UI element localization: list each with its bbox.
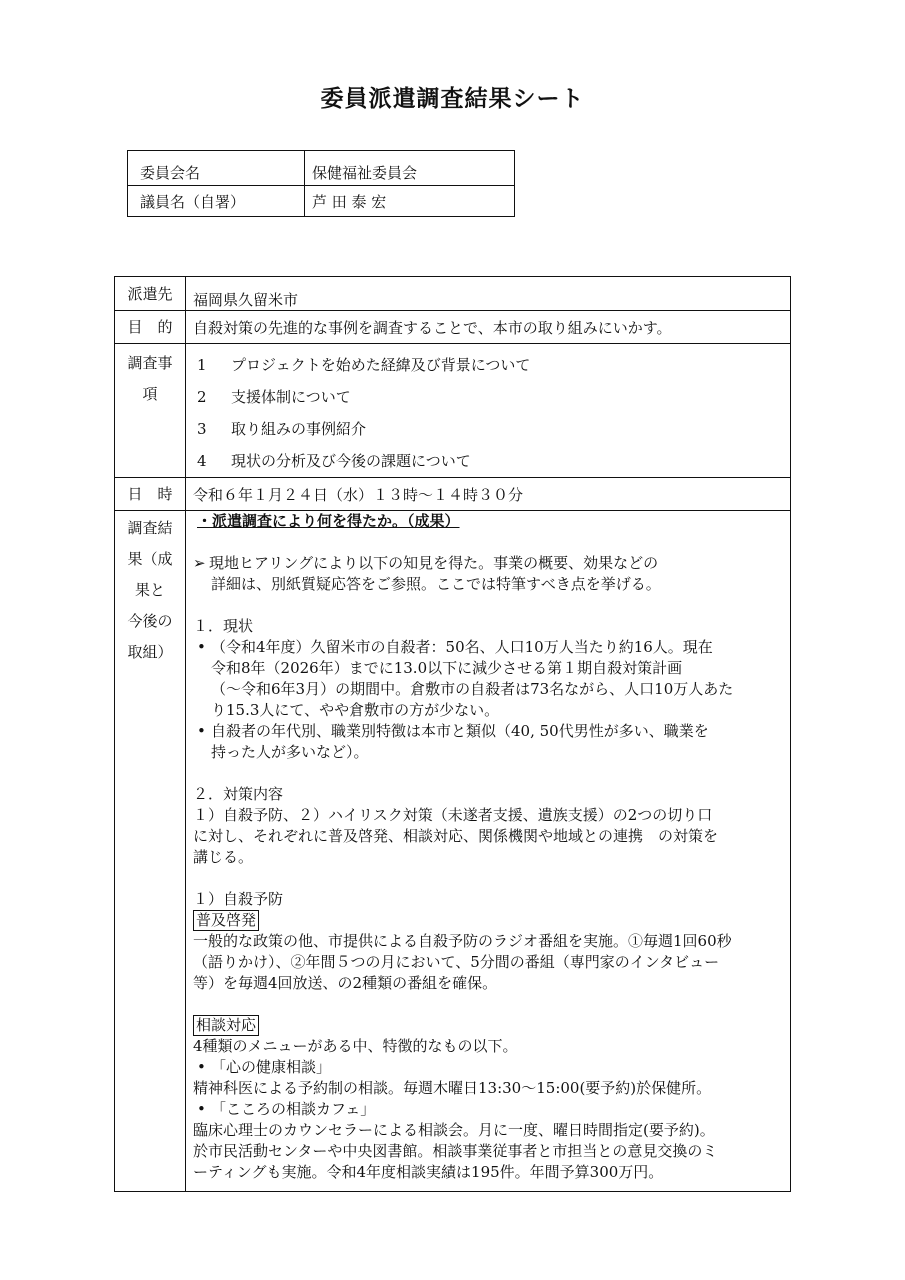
result-row — [115, 511, 791, 1192]
survey-item-text: 支援体制について — [231, 388, 351, 406]
member-value: 芦 田 泰 宏 — [305, 186, 515, 217]
survey-items-list — [186, 344, 791, 478]
result-heading: ・派遣調査により何を得たか。（成果） — [197, 512, 460, 530]
survey-item-number: 4 — [197, 452, 207, 470]
member-info-table — [127, 150, 515, 217]
purpose-value: 自殺対策の先進的な事例を調査することで、本市の取り組みにいかす。 — [186, 311, 791, 344]
result-content — [186, 511, 791, 1192]
destination-label: 派遣先 — [115, 277, 186, 311]
member-row — [128, 186, 515, 217]
paragraph-line: 於市民活動センターや中央図書館。相談事業従事者と市担当との意見交換のミ — [193, 1142, 718, 1160]
paragraph-line: （語りかけ）、②年間５つの月において、5分間の番組（専門家のインタビュー — [193, 953, 720, 971]
bullet-text: （令和4年度）久留米市の自殺者：50名、人口10万人当たり約16人。現在 — [211, 638, 713, 656]
survey-item-number: 1 — [197, 356, 207, 374]
survey-items-row — [115, 344, 791, 478]
committee-label: 委員会名 — [128, 151, 305, 186]
bullet-item — [193, 721, 782, 742]
bullet-continuation: り15.3人にて、やや倉敷市の方が少ない。 — [211, 701, 500, 719]
section-2-title: ２．対策内容 — [193, 785, 284, 803]
result-label-line: 取組） — [127, 643, 173, 661]
bullet-continuation: 令和8年（2026年）までに13.0以下に減少させる第１期自殺対策計画 — [211, 659, 683, 677]
committee-value: 保健福祉委員会 — [305, 151, 515, 186]
result-label-line: 調査結 — [127, 519, 173, 537]
bullet-item — [193, 1057, 782, 1078]
paragraph-line: 一般的な政策の他、市提供による自殺予防のラジオ番組を実施。①毎週1回60秒 — [193, 932, 732, 950]
boxed-heading-awareness: 普及啓発 — [193, 910, 259, 931]
bullet-icon: • — [197, 722, 206, 740]
bullet-item — [193, 1099, 782, 1120]
date-label: 日 時 — [115, 478, 186, 511]
bullet-text: 「こころの相談カフェ」 — [211, 1100, 376, 1118]
bullet-text: 「心の健康相談」 — [211, 1058, 332, 1076]
survey-result-table — [114, 276, 791, 1192]
result-label — [115, 511, 186, 1192]
bullet-icon: • — [197, 638, 206, 656]
intro-paragraph — [193, 553, 782, 574]
paragraph-line: 精神科医による予約制の相談。毎週木曜日13:30～15:00(要予約)於保健所。 — [193, 1079, 712, 1097]
result-label-line: 今後の — [127, 612, 173, 630]
bullet-continuation: （～令和6年3月）の期間中。倉敷市の自殺者は73名ながら、人口10万人あた — [211, 680, 734, 698]
result-label-line: 果（成 — [127, 550, 173, 568]
bullet-text: 自殺者の年代別、職業別特徴は本市と類似（40, 50代男性が多い、職業を — [211, 722, 709, 740]
paragraph-line: 等）を毎週4回放送、の2種類の番組を確保。 — [193, 974, 498, 992]
boxed-heading-consultation: 相談対応 — [193, 1015, 259, 1036]
destination-value: 福岡県久留米市 — [186, 277, 791, 311]
survey-item — [193, 413, 790, 445]
purpose-row — [115, 311, 791, 344]
survey-item — [193, 445, 790, 477]
section-1-title: １．現状 — [193, 617, 254, 635]
purpose-label: 目 的 — [115, 311, 186, 344]
bullet-icon: • — [197, 1058, 206, 1076]
intro-line: 現地ヒアリングにより以下の知見を得た。事業の概要、効果などの — [209, 554, 659, 572]
survey-item-number: 2 — [197, 388, 207, 406]
date-row — [115, 478, 791, 511]
arrow-bullet-icon: ➢ — [193, 554, 206, 572]
survey-item-text: 取り組みの事例紹介 — [231, 420, 367, 438]
paragraph-line: 講じる。 — [193, 848, 254, 866]
member-label: 議員名（自署） — [128, 186, 305, 217]
survey-item-text: プロジェクトを始めた経緯及び背景について — [231, 356, 531, 374]
survey-items-label — [115, 344, 186, 478]
survey-items-label-line: 調査事 — [127, 354, 173, 372]
paragraph-line: 臨床心理士のカウンセラーによる相談会。月に一度、曜日時間指定(要予約)。 — [193, 1121, 715, 1139]
committee-row — [128, 151, 515, 186]
survey-item — [193, 349, 790, 381]
paragraph-line: に対し、それぞれに普及啓発、相談対応、関係機関や地域との連携 の対策を — [193, 827, 719, 845]
bullet-continuation: 持った人が多いなど）。 — [211, 743, 369, 761]
paragraph-line: ーティングも実施。令和4年度相談実績は195件。年間予算300万円。 — [193, 1163, 664, 1181]
paragraph-line: 4種類のメニューがある中、特徴的なもの以下。 — [193, 1037, 518, 1055]
survey-item-number: 3 — [197, 420, 207, 438]
destination-row — [115, 277, 791, 311]
result-label-line: 果と — [134, 581, 165, 599]
survey-item — [193, 381, 790, 413]
intro-line: 詳細は、別紙質疑応答をご参照。ここでは特筆すべき点を挙げる。 — [211, 575, 661, 593]
bullet-item — [193, 637, 782, 658]
date-value: 令和６年１月２４日（水）１３時～１４時３０分 — [186, 478, 791, 511]
page-title: 委員派遣調査結果シート — [320, 86, 585, 112]
paragraph-line: １）自殺予防、２）ハイリスク対策（未遂者支援、遺族支援）の2つの切り口 — [193, 806, 713, 824]
bullet-icon: • — [197, 1100, 206, 1118]
survey-items-label-line: 項 — [142, 385, 158, 403]
subsection-title: １）自殺予防 — [193, 890, 284, 908]
survey-item-text: 現状の分析及び今後の課題について — [231, 452, 471, 470]
